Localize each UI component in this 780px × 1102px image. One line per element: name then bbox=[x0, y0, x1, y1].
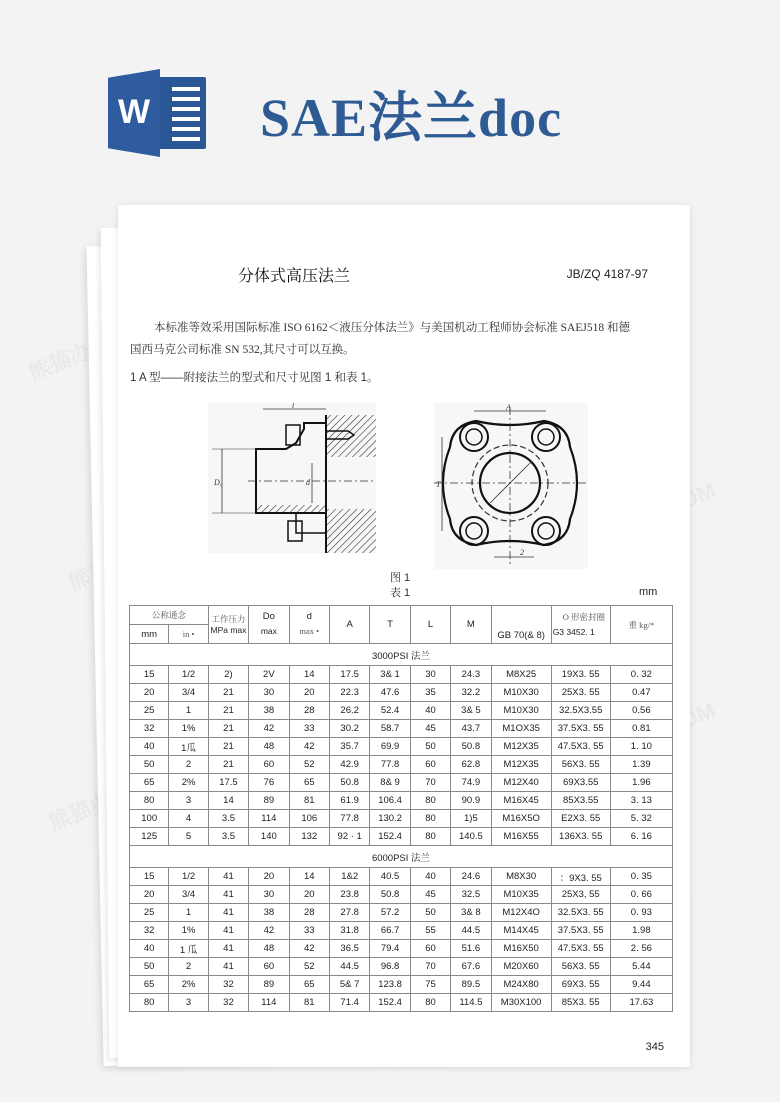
figure-caption: 图 1 bbox=[390, 572, 411, 584]
table-cell: ：9X3. 55 bbox=[551, 868, 610, 886]
header-in: in • bbox=[169, 625, 208, 644]
banner-title: SAE法兰doc bbox=[260, 87, 563, 148]
table-cell: 25X3, 55 bbox=[551, 886, 610, 904]
table-cell: 5.44 bbox=[610, 958, 672, 976]
table-cell: 0. 66 bbox=[610, 886, 672, 904]
table-cell: 60 bbox=[249, 958, 289, 976]
table-cell: 14 bbox=[289, 868, 329, 886]
section-3000psi: 3000PSI 法兰 bbox=[130, 644, 673, 666]
table-cell: 85X3.55 bbox=[551, 792, 610, 810]
banner bbox=[108, 68, 562, 158]
table-cell: 27.8 bbox=[329, 904, 369, 922]
table-cell: 36.5 bbox=[329, 940, 369, 958]
table-cell: 62.8 bbox=[451, 756, 491, 774]
table-cell: E2X3. 55 bbox=[551, 810, 610, 828]
table-cell: M8X30 bbox=[491, 868, 551, 886]
table-cell: 6. 16 bbox=[610, 828, 672, 846]
table-cell: M16X55 bbox=[491, 828, 551, 846]
table-cell: M16X5O bbox=[491, 810, 551, 828]
table-cell: 92 · 1 bbox=[329, 828, 369, 846]
table-cell: 25 bbox=[130, 904, 169, 922]
table-cell: 81 bbox=[289, 792, 329, 810]
table-cell: 3& 8 bbox=[451, 904, 491, 922]
table-cell: 55 bbox=[410, 922, 450, 940]
table-row bbox=[130, 684, 673, 702]
table-cell: 114 bbox=[249, 994, 289, 1012]
table-cell: 33 bbox=[289, 720, 329, 738]
table-cell: 20 bbox=[249, 868, 289, 886]
svg-text:T: T bbox=[436, 480, 441, 489]
table-cell: 30.2 bbox=[329, 720, 369, 738]
table-cell: 32 bbox=[208, 976, 248, 994]
table-cell: 42 bbox=[249, 720, 289, 738]
intro-line-1: 本标准等效采用国际标准 ISO 6162＜液压分体法兰》与美国机动工程师协会标准 SAEJ518 和德 bbox=[154, 322, 630, 334]
table-cell: 23.8 bbox=[329, 886, 369, 904]
table-cell: 1.96 bbox=[610, 774, 672, 792]
svg-text:A: A bbox=[506, 403, 511, 412]
table-cell: 60 bbox=[410, 756, 450, 774]
header-pressure: 工作压力 MPa max bbox=[208, 606, 248, 644]
table-cell: 32 bbox=[208, 994, 248, 1012]
table-cell: M12X40 bbox=[491, 774, 551, 792]
table-row bbox=[130, 922, 673, 940]
table-cell: 3/4 bbox=[169, 684, 208, 702]
table-row bbox=[130, 774, 673, 792]
flange-spec-table bbox=[129, 605, 673, 1012]
table-cell: 1 bbox=[169, 702, 208, 720]
table-cell: 1)5 bbox=[451, 810, 491, 828]
table-cell: 20 bbox=[289, 886, 329, 904]
table-cell: M16X45 bbox=[491, 792, 551, 810]
table-cell: 50.8 bbox=[329, 774, 369, 792]
table-cell: 77.8 bbox=[370, 756, 410, 774]
header-d: d max • bbox=[289, 606, 329, 644]
table-cell: 41 bbox=[208, 940, 248, 958]
table-cell: M10X30 bbox=[491, 684, 551, 702]
table-cell: 70 bbox=[410, 958, 450, 976]
header-a: A bbox=[329, 606, 369, 644]
table-cell: 89.5 bbox=[451, 976, 491, 994]
table-cell: 32.2 bbox=[451, 684, 491, 702]
table-cell: 1% bbox=[169, 720, 208, 738]
table-cell: 42.9 bbox=[329, 756, 369, 774]
table-cell: 61.9 bbox=[329, 792, 369, 810]
table-cell: 65 bbox=[130, 976, 169, 994]
table-cell: 25X3. 55 bbox=[551, 684, 610, 702]
table-cell: 114 bbox=[249, 810, 289, 828]
table-cell: 21 bbox=[208, 720, 248, 738]
table-cell: 21 bbox=[208, 738, 248, 756]
table-row bbox=[130, 810, 673, 828]
table-cell: M12X35 bbox=[491, 756, 551, 774]
table-cell: M10X30 bbox=[491, 702, 551, 720]
table-cell: 106 bbox=[289, 810, 329, 828]
table-cell: 50 bbox=[130, 958, 169, 976]
table-cell: 60 bbox=[410, 940, 450, 958]
table-cell: 130.2 bbox=[370, 810, 410, 828]
table-cell: 48 bbox=[249, 940, 289, 958]
table-cell: M10X35 bbox=[491, 886, 551, 904]
table-cell: 1/2 bbox=[169, 868, 208, 886]
header-t: T bbox=[370, 606, 410, 644]
table-cell: 65 bbox=[289, 976, 329, 994]
table-cell: 90.9 bbox=[451, 792, 491, 810]
table-cell: 38 bbox=[249, 702, 289, 720]
table-cell: 26.2 bbox=[329, 702, 369, 720]
table-cell: 3& 5 bbox=[451, 702, 491, 720]
table-cell: 40 bbox=[410, 702, 450, 720]
table-cell: 50 bbox=[130, 756, 169, 774]
table-cell: 69X3.55 bbox=[551, 774, 610, 792]
table-cell: 2 bbox=[169, 958, 208, 976]
table-cell: 8& 9 bbox=[370, 774, 410, 792]
table-cell: 56X3. 55 bbox=[551, 756, 610, 774]
table-cell: 30 bbox=[410, 666, 450, 684]
table-row bbox=[130, 738, 673, 756]
table-cell: 31.8 bbox=[329, 922, 369, 940]
table-cell: 44.5 bbox=[451, 922, 491, 940]
header-oring: O 形密封圈 G3 3452. 1 bbox=[551, 606, 610, 644]
table-cell: 85X3. 55 bbox=[551, 994, 610, 1012]
table-cell: 21 bbox=[208, 756, 248, 774]
table-cell: M24X80 bbox=[491, 976, 551, 994]
table-cell: 25 bbox=[130, 702, 169, 720]
table-cell: 132 bbox=[289, 828, 329, 846]
table-cell: 152.4 bbox=[370, 994, 410, 1012]
table-cell: 140 bbox=[249, 828, 289, 846]
table-cell: M20X60 bbox=[491, 958, 551, 976]
table-cell: 4 bbox=[169, 810, 208, 828]
table-cell: 43.7 bbox=[451, 720, 491, 738]
table-cell: 0.47 bbox=[610, 684, 672, 702]
table-cell: 32.5 bbox=[451, 886, 491, 904]
table-cell: 48 bbox=[249, 738, 289, 756]
table-cell: 152.4 bbox=[370, 828, 410, 846]
table-cell: 41 bbox=[208, 958, 248, 976]
svg-text:D₀: D₀ bbox=[214, 478, 223, 487]
intro-paragraph bbox=[130, 317, 680, 361]
table-cell: 35.7 bbox=[329, 738, 369, 756]
table-cell: 47.5X3. 55 bbox=[551, 738, 610, 756]
table-cell: 17.63 bbox=[610, 994, 672, 1012]
table-cell: 1.39 bbox=[610, 756, 672, 774]
table-row bbox=[130, 756, 673, 774]
table-cell: 50 bbox=[410, 904, 450, 922]
table-row bbox=[130, 976, 673, 994]
table-cell: 3.5 bbox=[208, 810, 248, 828]
intro-line-2: 国西马克公司标准 SN 532,其尺寸可以互换。 bbox=[130, 344, 355, 356]
table-cell: 1% bbox=[169, 922, 208, 940]
table-cell: 79.4 bbox=[370, 940, 410, 958]
table-cell: 42 bbox=[289, 738, 329, 756]
table-cell: 80 bbox=[410, 792, 450, 810]
table-cell: 38 bbox=[249, 904, 289, 922]
table-cell: 40 bbox=[130, 738, 169, 756]
table-cell: 51.6 bbox=[451, 940, 491, 958]
table-cell: 40 bbox=[130, 940, 169, 958]
table-cell: 50 bbox=[410, 738, 450, 756]
table-cell: 0. 35 bbox=[610, 868, 672, 886]
table-cell: 1 bbox=[169, 904, 208, 922]
table-cell: 28 bbox=[289, 904, 329, 922]
table-cell: 75 bbox=[410, 976, 450, 994]
table-cell: 52.4 bbox=[370, 702, 410, 720]
header-gb: GB 70(& 8) bbox=[491, 606, 551, 644]
flange-section-drawing bbox=[208, 403, 376, 553]
table-cell: 42 bbox=[249, 922, 289, 940]
table-cell: 114.5 bbox=[451, 994, 491, 1012]
table-cell: 47.6 bbox=[370, 684, 410, 702]
table-cell: 28 bbox=[289, 702, 329, 720]
table-cell: 1瓜 bbox=[169, 738, 208, 756]
table-cell: 0.81 bbox=[610, 720, 672, 738]
table-cell: 15 bbox=[130, 666, 169, 684]
table-cell: 47.5X3. 55 bbox=[551, 940, 610, 958]
table-cell: 22.3 bbox=[329, 684, 369, 702]
table-cell: 100 bbox=[130, 810, 169, 828]
table-cell: 65 bbox=[289, 774, 329, 792]
header-mm: mm bbox=[130, 625, 169, 644]
table-cell: 41 bbox=[208, 886, 248, 904]
table-cell: 30 bbox=[249, 886, 289, 904]
table-cell: 5 bbox=[169, 828, 208, 846]
table-cell: M8X25 bbox=[491, 666, 551, 684]
svg-text:2: 2 bbox=[520, 548, 524, 557]
table-cell: 56X3. 55 bbox=[551, 958, 610, 976]
flange-front-view-drawing bbox=[434, 403, 588, 569]
table-cell: 5& 7 bbox=[329, 976, 369, 994]
table-cell: 57.2 bbox=[370, 904, 410, 922]
table-cell: 21 bbox=[208, 702, 248, 720]
table-cell: 2. 56 bbox=[610, 940, 672, 958]
table-row bbox=[130, 868, 673, 886]
table-row bbox=[130, 702, 673, 720]
table-cell: 76 bbox=[249, 774, 289, 792]
table-cell: 45 bbox=[410, 886, 450, 904]
table-row bbox=[130, 828, 673, 846]
table-cell: 17.5 bbox=[208, 774, 248, 792]
table-cell: 2% bbox=[169, 774, 208, 792]
table-cell: 67.6 bbox=[451, 958, 491, 976]
table-cell: 3 bbox=[169, 792, 208, 810]
document-title: 分体式高压法兰 bbox=[238, 268, 351, 285]
table-cell: 80 bbox=[130, 792, 169, 810]
svg-text:l: l bbox=[292, 403, 295, 410]
table-cell: 80 bbox=[410, 810, 450, 828]
table-cell: 20 bbox=[289, 684, 329, 702]
table-cell: 81 bbox=[289, 994, 329, 1012]
table-cell: 80 bbox=[410, 828, 450, 846]
table-cell: 80 bbox=[130, 994, 169, 1012]
table-cell: 66.7 bbox=[370, 922, 410, 940]
table-cell: 35 bbox=[410, 684, 450, 702]
table-cell: M12X35 bbox=[491, 738, 551, 756]
table-cell: 140.5 bbox=[451, 828, 491, 846]
table-cell: 30 bbox=[249, 684, 289, 702]
table-cell: 41 bbox=[208, 868, 248, 886]
table-cell: 32.5X3. 55 bbox=[551, 904, 610, 922]
table-cell: 1 瓜 bbox=[169, 940, 208, 958]
table-cell: 14 bbox=[208, 792, 248, 810]
table-cell: 1.98 bbox=[610, 922, 672, 940]
table-cell: 1. 10 bbox=[610, 738, 672, 756]
table-cell: 123.8 bbox=[370, 976, 410, 994]
table-cell: 3/4 bbox=[169, 886, 208, 904]
table-cell: 69.9 bbox=[370, 738, 410, 756]
table-cell: 37.5X3. 55 bbox=[551, 922, 610, 940]
table-cell: 2% bbox=[169, 976, 208, 994]
table-row bbox=[130, 720, 673, 738]
table-cell: 32 bbox=[130, 720, 169, 738]
svg-text:d: d bbox=[306, 478, 310, 487]
table-row bbox=[130, 904, 673, 922]
table-cell: 9.44 bbox=[610, 976, 672, 994]
table-cell: 42 bbox=[289, 940, 329, 958]
table-cell: 5. 32 bbox=[610, 810, 672, 828]
table-cell: 136X3. 55 bbox=[551, 828, 610, 846]
table-cell: 32 bbox=[130, 922, 169, 940]
table-cell: 0. 32 bbox=[610, 666, 672, 684]
page-number: 345 bbox=[645, 1041, 664, 1053]
table-cell: 89 bbox=[249, 976, 289, 994]
table-row bbox=[130, 994, 673, 1012]
table-cell: 0. 93 bbox=[610, 904, 672, 922]
table-cell: 125 bbox=[130, 828, 169, 846]
table-cell: 21 bbox=[208, 684, 248, 702]
table-cell: 70 bbox=[410, 774, 450, 792]
table-cell: 2 bbox=[169, 756, 208, 774]
table-cell: 69X3. 55 bbox=[551, 976, 610, 994]
table-cell: 24.3 bbox=[451, 666, 491, 684]
table-cell: 1&2 bbox=[329, 868, 369, 886]
unit-label: mm bbox=[639, 586, 658, 598]
table-cell: M30X100 bbox=[491, 994, 551, 1012]
table-row bbox=[130, 666, 673, 684]
table-cell: 20 bbox=[130, 684, 169, 702]
table-cell: 52 bbox=[289, 756, 329, 774]
table-cell: 74.9 bbox=[451, 774, 491, 792]
header-m: M bbox=[451, 606, 491, 644]
table-cell: 41 bbox=[208, 922, 248, 940]
table-cell: M14X45 bbox=[491, 922, 551, 940]
table-cell: 96.8 bbox=[370, 958, 410, 976]
table-cell: 0.56 bbox=[610, 702, 672, 720]
table-cell: 32.5X3.55 bbox=[551, 702, 610, 720]
table-cell: M1OX35 bbox=[491, 720, 551, 738]
table-cell: 80 bbox=[410, 994, 450, 1012]
table-cell: 1/2 bbox=[169, 666, 208, 684]
table-cell: 20 bbox=[130, 886, 169, 904]
table-row bbox=[130, 886, 673, 904]
table-cell: 3 bbox=[169, 994, 208, 1012]
table-cell: 40.5 bbox=[370, 868, 410, 886]
table-cell: 50.8 bbox=[370, 886, 410, 904]
table-cell: 106.4 bbox=[370, 792, 410, 810]
table-cell: 52 bbox=[289, 958, 329, 976]
table-cell: 33 bbox=[289, 922, 329, 940]
table-cell: 24.6 bbox=[451, 868, 491, 886]
table-cell: 2) bbox=[208, 666, 248, 684]
table-cell: 71.4 bbox=[329, 994, 369, 1012]
table-row bbox=[130, 792, 673, 810]
table-cell: 77.8 bbox=[329, 810, 369, 828]
table-cell: 60 bbox=[249, 756, 289, 774]
table-cell: 58.7 bbox=[370, 720, 410, 738]
table-cell: 15 bbox=[130, 868, 169, 886]
table-cell: 17.5 bbox=[329, 666, 369, 684]
table-cell: 3& 1 bbox=[370, 666, 410, 684]
table-cell: 50.8 bbox=[451, 738, 491, 756]
standard-number: JB/ZQ 4187-97 bbox=[566, 267, 648, 281]
table-row bbox=[130, 940, 673, 958]
table-cell: 37.5X3. 55 bbox=[551, 720, 610, 738]
table-cell: 44.5 bbox=[329, 958, 369, 976]
table-caption: 表 1 bbox=[390, 587, 411, 599]
table-cell: 14 bbox=[289, 666, 329, 684]
table-cell: M12X4O bbox=[491, 904, 551, 922]
document-page bbox=[118, 205, 690, 1067]
table-cell: 19X3. 55 bbox=[551, 666, 610, 684]
table-cell: 2V bbox=[249, 666, 289, 684]
header-do: Do max bbox=[249, 606, 289, 644]
header-nominal: 公称通念 bbox=[130, 606, 209, 625]
header-l: L bbox=[410, 606, 450, 644]
word-letter: W bbox=[117, 93, 151, 131]
word-doc-icon bbox=[108, 69, 208, 157]
header-weight: 重 kg/* bbox=[610, 606, 672, 644]
table-cell: 40 bbox=[410, 868, 450, 886]
section-6000psi: 6000PSI 法兰 bbox=[130, 846, 673, 868]
table-cell: 3. 13 bbox=[610, 792, 672, 810]
table-cell: M16X50 bbox=[491, 940, 551, 958]
table-cell: 45 bbox=[410, 720, 450, 738]
table-cell: 3.5 bbox=[208, 828, 248, 846]
table-cell: 41 bbox=[208, 904, 248, 922]
section-1-text: 1 A 型——附接法兰的型式和尺寸见图 1 和表 1。 bbox=[130, 372, 379, 384]
table-cell: 65 bbox=[130, 774, 169, 792]
table-row bbox=[130, 958, 673, 976]
table-cell: 89 bbox=[249, 792, 289, 810]
